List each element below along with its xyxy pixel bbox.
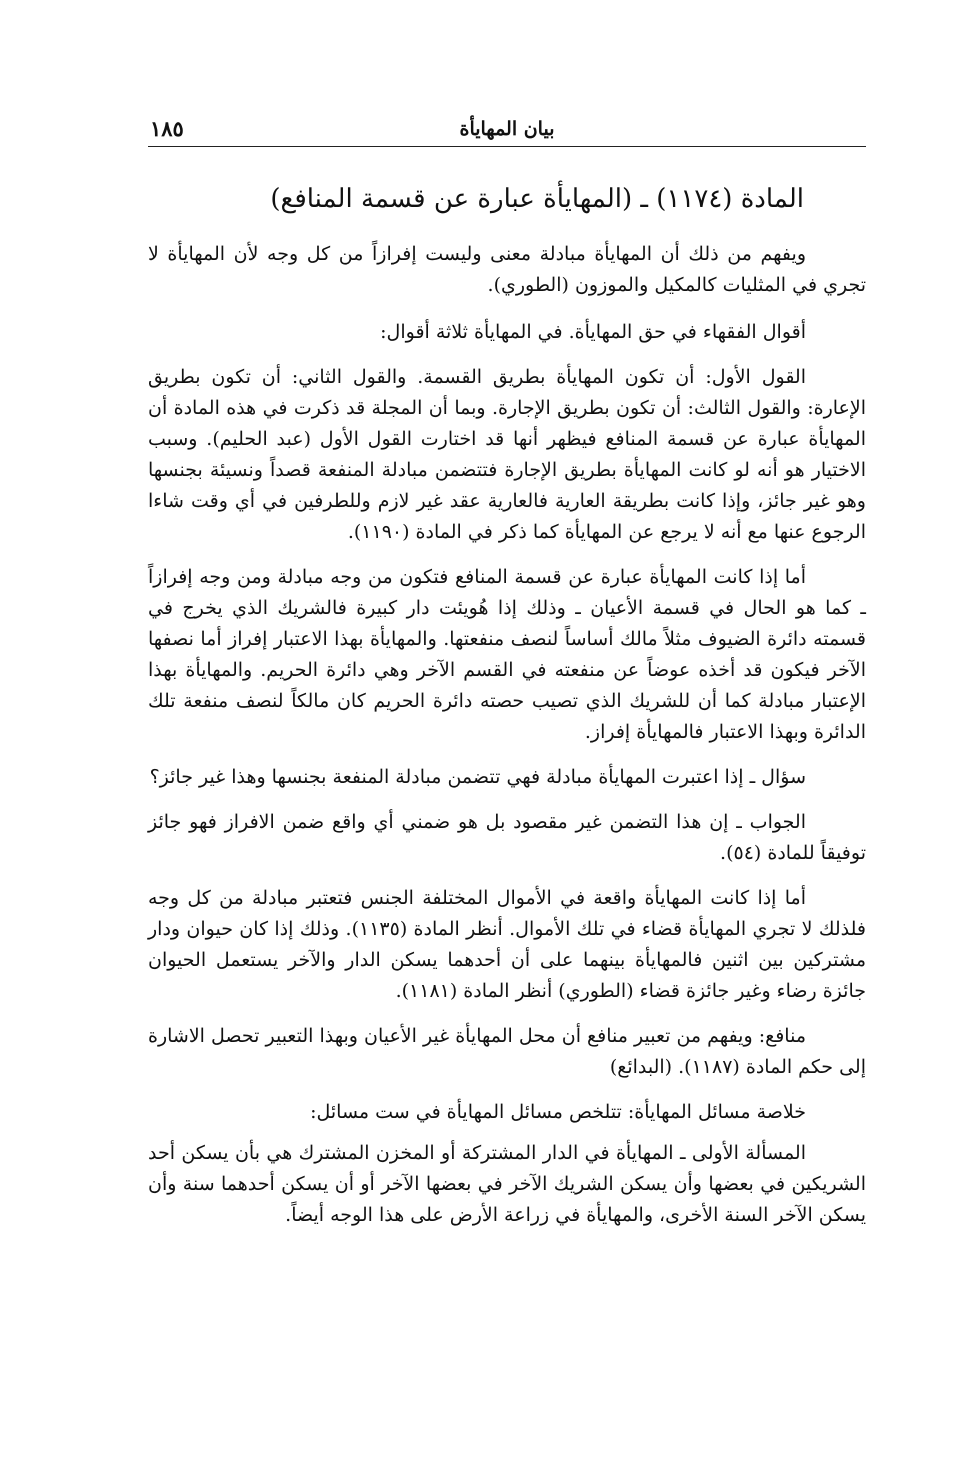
paragraph: أما إذا كانت المهايأة عبارة عن قسمة المنافع فتكون من وجه مبادلة ومن وجه إفرازاً ـ كما هو الحال في قسمة الأعيان ـ وذلك إذا هُويئت دار كبيرة فالشريك الذي يخرج في قسمته دائرة الضيوف مثلاً مالك أساساً لنصف منفعتها. والمهايأة بهذا الاعتبار إفراز أما نصفها الآخر فيكون قد أخذه عوضاً عن منفعته في القسم الآخر وهي دائرة الحريم. والمهايأة بهذا الإعتبار مبادلة كما أن للشريك الذي تصيب حصته دائرة الحريم كان مالكاً لنصف منفعة تلك الدائرة وبهذا الاعتبار فالمهايأة إفراز. bbox=[148, 566, 866, 743]
running-title: بيان المهايأة bbox=[459, 118, 555, 140]
page-number: ١٨٥ bbox=[150, 116, 184, 141]
paragraph: أما إذا كانت المهايأة واقعة في الأموال المختلفة الجنس فتعتبر مبادلة من كل وجه فلذلك لا تجري المهايأة قضاء في تلك الأموال. أنظر المادة (١١٣٥). وذلك إذا كان حيوان ودار مشتركين بين اثنين فالمهايأة بينهما على أن أحدهما يسكن الدار والآخر يستعمل الحيوان جائزة رضاء وغير جائزة قضاء (الطوري) أنظر المادة (١١٨١). bbox=[148, 887, 866, 1002]
book-page bbox=[148, 112, 866, 1231]
paragraph: المسألة الأولى ـ المهايأة في الدار المشتركة أو المخزن المشترك هي بأن يسكن أحد الشريكين في بعضها وأن يسكن الشريك الآخر في بعضها الآخر أو أن يسكن أحدهما سنة وأن يسكن الآخر السنة الأخرى، والمهايأة في زراعة الأرض على هذا الوجه أيضاً. bbox=[148, 1142, 866, 1226]
header-rule bbox=[148, 146, 866, 147]
paragraph: أقوال الفقهاء في حق المهايأة. في المهايأة ثلاثة أقوال: bbox=[380, 321, 806, 343]
paragraph: الجواب ـ إن هذا التضمن غير مقصود بل هو ضمني أي واقع ضمن الافراز فهو جائز توفيقاً للمادة (٥٤). bbox=[148, 811, 866, 864]
paragraph: سؤال ـ إذا اعتبرت المهايأة مبادلة فهي تتضمن مبادلة المنفعة بجنسها وهذا غير جائز؟ bbox=[149, 766, 806, 788]
paragraph: خلاصة مسائل المهايأة: تتلخص مسائل المهايأة في ست مسائل: bbox=[310, 1101, 806, 1123]
page-header bbox=[148, 112, 866, 146]
paragraph: منافع: ويفهم من تعبير منافع أن محل المهايأة غير الأعيان وبهذا التعبير تحصل الاشارة إلى حكم المادة (١١٨٧). (البدائع) bbox=[148, 1025, 866, 1078]
article-heading: المادة (١١٧٤) ـ (المهايأة عبارة عن قسمة المنافع) bbox=[270, 184, 804, 214]
paragraph: القول الأول: أن تكون المهايأة بطريق القسمة. والقول الثاني: أن تكون بطريق الإعارة: والقول الثالث: أن تكون بطريق الإجارة. وبما أن المجلة قد ذكرت في هذه المادة أن المهايأة عبارة عن قسمة المنافع فيظهر أنها قد اختارت القول الأول (عبد الحليم). وسبب الاختيار هو أنه لو كانت المهايأة بطريق الإجارة فتتضمن مبادلة المنفعة قصداً ونسيئة بجنسها وهو غير جائز، وإذا كانت بطريقة العارية فالعارية عقد غير لازم وللطرفين في أي وقت شاءا الرجوع عنها مع أنه لا يرجع عن المهايأة كما ذكر في المادة (١١٩٠). bbox=[148, 366, 866, 543]
paragraph: ويفهم من ذلك أن المهايأة مبادلة معنى وليست إفرازاً من كل وجه لأن المهايأة لا تجري في المثليات كالمكيل والموزون (الطوري). bbox=[148, 243, 866, 296]
